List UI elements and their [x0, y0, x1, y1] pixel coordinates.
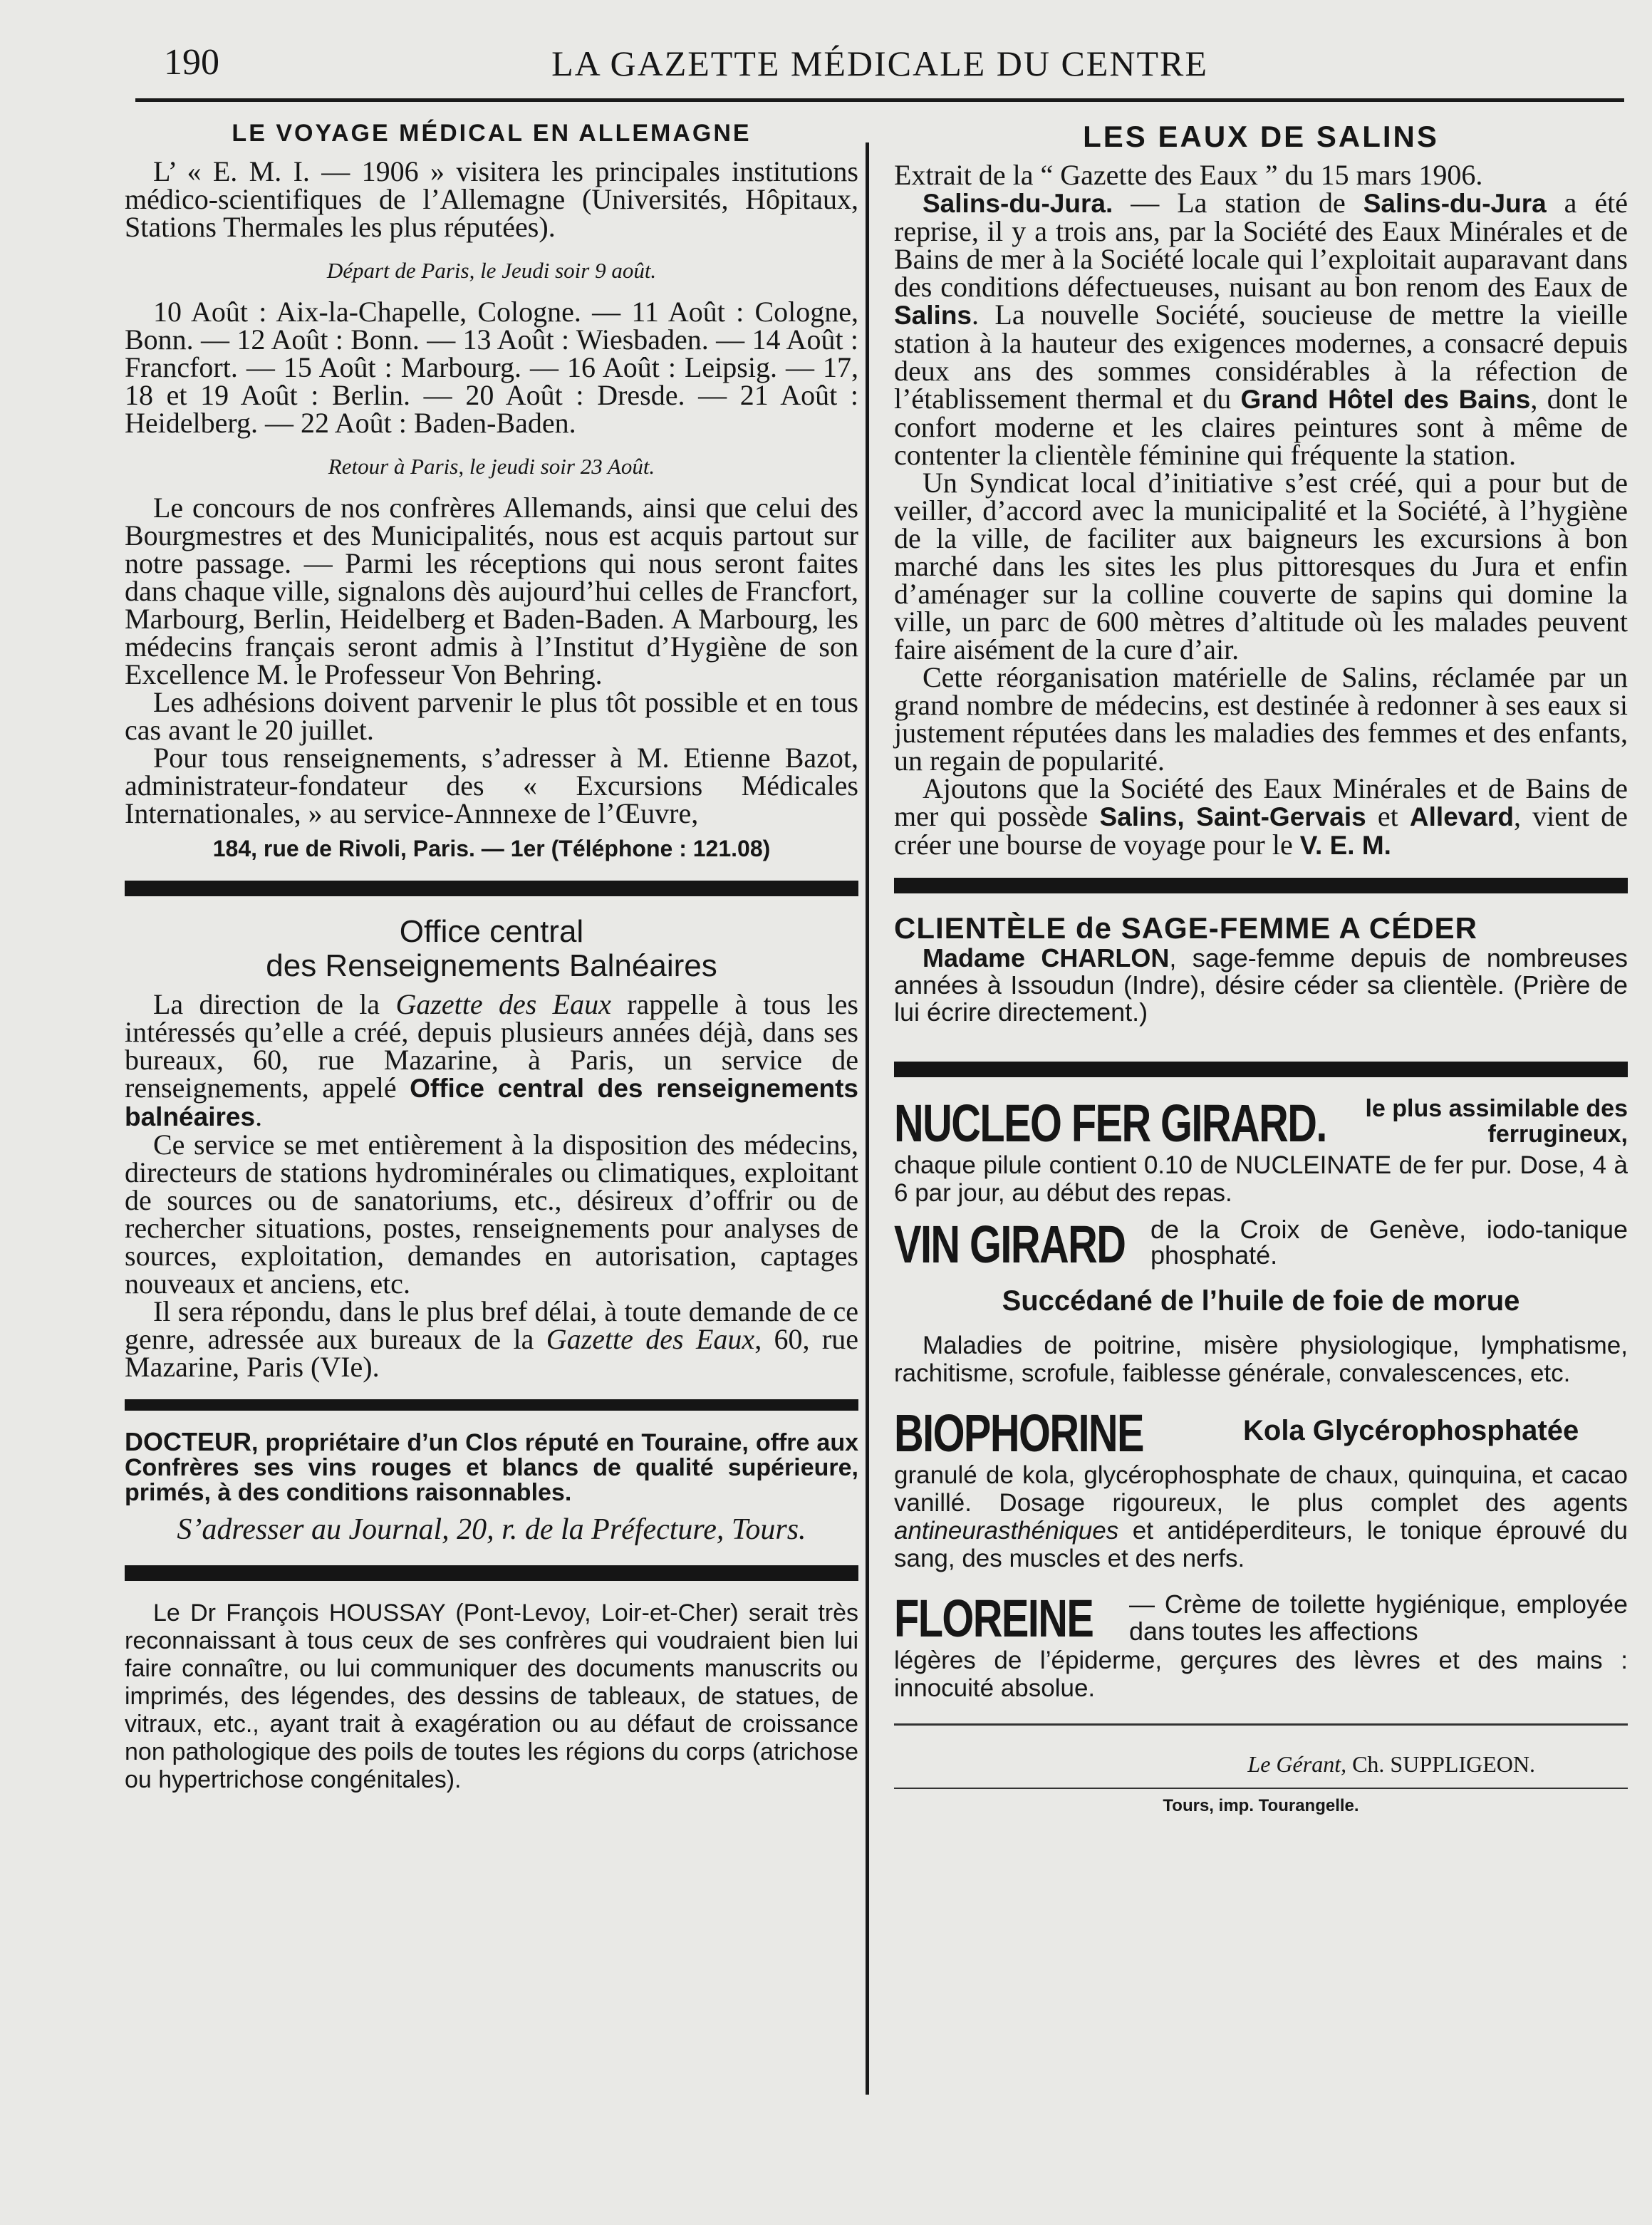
nucleo-text: chaque pilule contient 0.10 de NUCLEINATE de fer pur. Dose, 4 à 6 par jour, au début des repas.: [894, 1151, 1628, 1207]
footer-rule: [894, 1723, 1628, 1726]
salins-source: Extrait de la “ Gazette des Eaux ” du 15 mars 1906.: [894, 159, 1483, 191]
footer-rule-2: [894, 1788, 1628, 1789]
office-title-line-1: Office central: [399, 914, 584, 949]
voyage-article: [125, 120, 858, 862]
biophorine-text-2: et antidéperditeurs, le tonique éprouvé du sang, des muscles et des nerfs.: [894, 1517, 1628, 1572]
voyage-address: 184, rue de Rivoli, Paris. — 1er (Téléphone : 121.08): [212, 836, 771, 861]
salins-p4-vem: V. E. M.: [1299, 831, 1391, 860]
section-divider: [125, 1399, 858, 1411]
nucleo-brand-row: [894, 1096, 1628, 1151]
office-article: [125, 915, 858, 1381]
floreine-tagline: — Crème de toilette hygiénique, employée dans toutes les affections: [1129, 1589, 1628, 1646]
left-column: [125, 120, 858, 1794]
section-divider: [125, 881, 858, 896]
nucleo-ad: [894, 1096, 1628, 1207]
section-divider: [125, 1565, 858, 1581]
floreine-ad: [894, 1591, 1628, 1702]
salins-p1-text: — La station de: [1113, 187, 1363, 219]
office-p3-journal: Gazette des Eaux: [546, 1323, 755, 1355]
floreine-brand: FLOREINE: [894, 1589, 1093, 1648]
biophorine-brand-row: [894, 1406, 1628, 1461]
office-title-line-2: des Renseignements Balnéaires: [266, 948, 717, 983]
salins-p4-name-3: Allevard: [1409, 802, 1514, 831]
nucleo-brand: NUCLEO FER GIRARD.: [894, 1094, 1326, 1153]
voyage-retour: Retour à Paris, le jeudi soir 23 Août.: [328, 454, 655, 479]
docteur-ad-contact: S’adresser au Journal, 20, r. de la Préfecture, Tours.: [177, 1513, 806, 1546]
floreine-brand-wrap: [894, 1591, 1129, 1646]
biophorine-brand-wrap: [894, 1406, 1229, 1461]
section-divider: [894, 878, 1628, 893]
salins-p1-text-2: a été reprise, il y a trois ans, par la Société des Eaux Minérales et de Bains de mer à la Société locale qui l’exploitait auparavant dans des conditions défectueuses, nuisant au bon renom des Eaux de: [894, 187, 1628, 303]
page-header: [135, 28, 1624, 100]
nucleo-tagline: le plus assimilable des ferrugineux,: [1365, 1095, 1628, 1148]
biophorine-text-italic: antineurasthéniques: [894, 1517, 1119, 1545]
nucleo-brand-wrap: [894, 1096, 1357, 1151]
office-p1-text-2: rappelle à tous les intéressés qu’elle a créé, depuis plusieurs années déjà, dans ses bureaux, 60, rue Mazarine, à Paris, un service de renseignements, appelé: [125, 988, 858, 1104]
voyage-intro: L’ « E. M. I. — 1906 » visitera les principales institutions médico-scientifiques de l’Allemagne (Universités, Hôpitaux, Stations Thermales les plus réputées).: [125, 155, 858, 243]
salins-paragraph-4: [894, 774, 1628, 859]
salins-p1-text-3: . La nouvelle Société, soucieuse de mettre la vieille station à la hauteur des exigences modernes, a consacré depuis deux ans des sommes considérables à la réfection de l’établissement thermal et du: [894, 299, 1628, 415]
office-p3-end: , 60, rue Mazarine, Paris (VIe).: [125, 1323, 859, 1383]
vin-tagline: de la Croix de Genève, iodo-tanique phosphaté.: [1150, 1215, 1628, 1270]
gerant-signature: [894, 1751, 1628, 1778]
biophorine-text-1: granulé de kola, glycérophosphate de chaux, quinquina, et cacao vanillé. Dosage rigoureux, le plus complet des agents: [894, 1461, 1628, 1517]
floreine-brand-row: [894, 1591, 1628, 1646]
vin-brand-wrap: [894, 1217, 1150, 1272]
vin-subtitle: Succédané de l’huile de foie de morue: [1002, 1285, 1520, 1317]
salins-paragraph-2: Un Syndicat local d’initiative s’est créé, qui a pour but de veiller, d’accord avec la municipalité et la Société, à l’hygiène de la ville, de faciliter aux baigneurs les excursions à bon marché dans les sites les plus pittoresques du Jura et enfin d’aménager sur la colline couverte de sapins qui domine la ville, un parc de 600 mètres d’altitude où les malades peuvent faire aisément de la cure d’air.: [894, 467, 1628, 665]
office-paragraph-2: Ce service se met entièrement à la disposition des médecins, directeurs de stations hydrominérales ou climatiques, exploitant de sources ou de sanatoriums, etc., désireux d’offrir ou de rechercher situations, postes, renseignements pour analyses de sources, exploitation, demandes en autorisation, captages nouveaux et anciens, etc.: [125, 1129, 858, 1300]
printer-credit: Tours, imp. Tourangelle.: [1163, 1796, 1359, 1815]
salins-paragraph-3: Cette réorganisation matérielle de Salins, réclamée par un grand nombre de médecins, est destinée à redonner à ses eaux si justement réputées dans les maladies des femmes et des enfants, un regain de popularité.: [894, 661, 1628, 777]
office-paragraph-3: [125, 1297, 858, 1381]
clientele-title: CLIENTÈLE de SAGE-FEMME A CÉDER: [894, 911, 1477, 945]
salins-p4-text: Ajoutons que la Société des Eaux Minérales et de Bains de mer qui possède: [894, 772, 1628, 832]
clientele-text: [894, 945, 1628, 1026]
floreine-text: légères de l’épiderme, gerçures des lèvres et des mains : innocuité absolue.: [894, 1646, 1628, 1702]
salins-p1-name-3: Grand Hôtel des Bains: [1240, 385, 1531, 414]
docteur-ad: [125, 1429, 858, 1547]
header-rule: [135, 98, 1624, 102]
vin-text: Maladies de poitrine, misère physiologique, lymphatisme, rachitisme, scrofule, faiblesse générale, convalescences, etc.: [894, 1332, 1628, 1387]
houssay-notice: [125, 1599, 858, 1794]
vin-ad: [894, 1217, 1628, 1387]
salins-p1-name-2: Salins: [894, 301, 972, 330]
clientele-ad: [894, 912, 1628, 1026]
salins-title: LES EAUX DE SALINS: [1083, 120, 1439, 153]
voyage-itinerary: 10 Août : Aix-la-Chapelle, Cologne. — 11 Août : Cologne, Bonn. — 12 Août : Bonn. — 13 Août : Wiesbaden. — 14 Août : Francfort. — 15 Août : Marbourg. — 16 Août : Leipsig. — 17, 18 et 19 Août : Berlin. — 20 Août : Dresde. — 21 Août : Heidelberg. — 22 Août : Baden-Baden.: [125, 296, 858, 439]
voyage-title: LE VOYAGE MÉDICAL EN ALLEMAGNE: [232, 120, 752, 147]
biophorine-brand: BIOPHORINE: [894, 1404, 1144, 1463]
voyage-depart: Départ de Paris, le Jeudi soir 9 août.: [326, 258, 657, 283]
docteur-ad-lead: DOCTEUR: [125, 1427, 251, 1456]
biophorine-ad: [894, 1406, 1628, 1572]
office-title: [125, 915, 858, 983]
salins-p4-text-2: et: [1366, 800, 1410, 832]
section-divider: [894, 1062, 1628, 1077]
salins-paragraph-1: [894, 189, 1628, 469]
salins-article: [894, 120, 1628, 859]
vin-brand: VIN GIRARD: [894, 1215, 1126, 1274]
salins-p1-lead: Salins-du-Jura.: [923, 189, 1113, 218]
page-number: 190: [164, 42, 219, 83]
office-paragraph-1: [125, 990, 858, 1131]
office-p1-text: La direction de la: [153, 988, 396, 1020]
salins-p1-name-1: Salins-du-Jura: [1363, 189, 1547, 218]
biophorine-tagline: Kola Glycérophosphatée: [1243, 1415, 1579, 1446]
office-p1-name: Office central des renseignements balnéaires: [125, 1074, 858, 1131]
salins-p4-text-3: , vient de créer une bourse de voyage pour le: [894, 800, 1628, 861]
clientele-body: , sage-femme depuis de nombreuses années à Issoudun (Indre), désire céder sa clientèle. (Prière de lui écrire directement.): [894, 943, 1628, 1027]
journal-title: LA GAZETTE MÉDICALE DU CENTRE: [551, 43, 1208, 83]
office-p1-journal: Gazette des Eaux: [395, 988, 611, 1020]
salins-p1-text-4: , dont le confort moderne et les claires peintures sont à même de contenter la clientèle féminine qui fréquente la station.: [894, 383, 1628, 471]
gerant-label: Le Gérant,: [1247, 1751, 1347, 1777]
voyage-paragraph-3: Pour tous renseignements, s’adresser à M. Etienne Bazot, administrateur-fondateur des « Excursions Médicales Internationales, » au service-Annnexe de l’Œuvre,: [125, 742, 858, 829]
voyage-paragraph-2: Les adhésions doivent parvenir le plus tôt possible et en tous cas avant le 20 juillet.: [125, 686, 858, 746]
biophorine-text: [894, 1461, 1628, 1572]
houssay-text: Le Dr François HOUSSAY (Pont-Levoy, Loir-et-Cher) serait très reconnaissant à tous ceux de ses confrères qui voudraient bien lui faire connaître, ou lui communiquer des documents manuscrits ou imprimés, des légendes, des dessins de tableaux, de statues, de vitraux, etc., ayant trait à exagération ou au défaut de croissance non pathologique des poils de toutes les régions du corps (atrichose ou hypertrichose congénitales).: [125, 1599, 858, 1793]
column-divider: [866, 142, 869, 2095]
docteur-ad-body: , propriétaire d’un Clos réputé en Touraine, offre aux Confrères ses vins rouges et blancs de qualité supérieure, primés, à des conditions raisonnables.: [125, 1429, 858, 1506]
docteur-ad-text: [125, 1429, 858, 1505]
vin-brand-row: [894, 1217, 1628, 1272]
clientele-name: Madame CHARLON: [923, 943, 1170, 973]
office-p1-end: .: [255, 1100, 263, 1132]
salins-p4-names: Salins, Saint-Gervais: [1099, 802, 1366, 831]
office-p3-text: Il sera répondu, dans le plus bref délai, à toute demande de ce genre, adressée aux bureaux de la: [125, 1295, 858, 1355]
voyage-paragraph-1: Le concours de nos confrères Allemands, ainsi que celui des Bourgmestres et des Municipalités, nous est acquis partout sur notre passage. — Parmi les réceptions qui nous seront faites dans chaque ville, signalons dès aujourd’hui celles de Francfort, Marbourg, Berlin, Heidelberg et Baden-Baden. A Marbourg, les médecins français seront admis à l’Institut d’Hygiène de son Excellence M. le Professeur Von Behring.: [125, 492, 858, 690]
gerant-name: Ch. SUPPLIGEON.: [1346, 1751, 1535, 1777]
right-column: [894, 120, 1628, 1816]
